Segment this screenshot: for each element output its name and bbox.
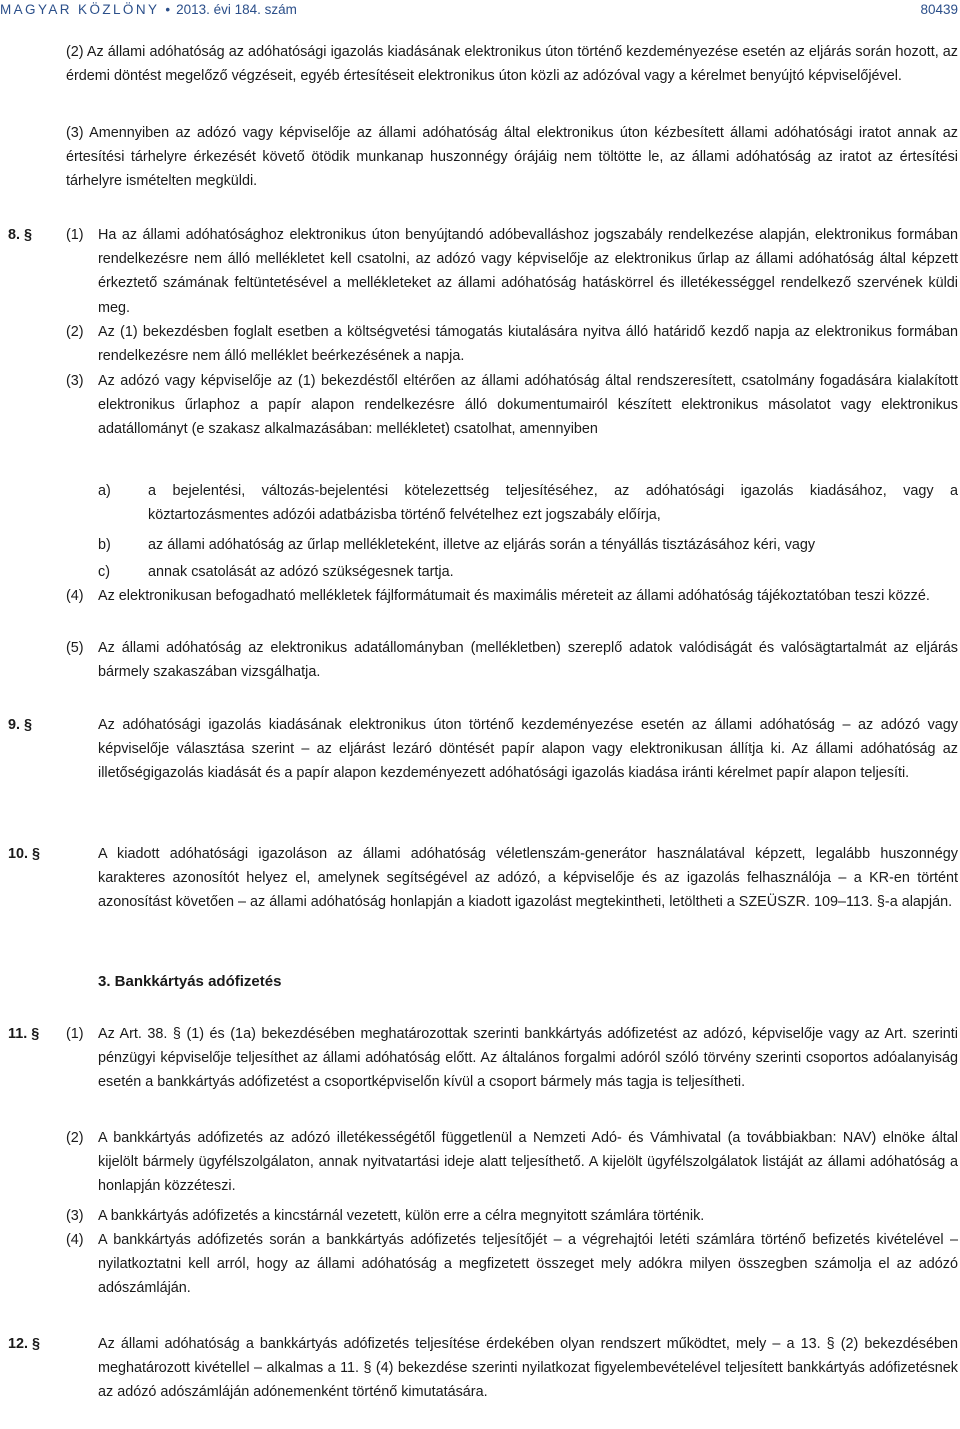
s11-4-label: (4) — [66, 1232, 84, 1248]
s8-3c-label: c) — [98, 564, 110, 580]
s8-2-text: Az (1) bekezdésben foglalt esetben a költségvetési támogatás kiutalására nyitva álló határidő kezdő napja az elektronikus formában rendelkezésre nem álló melléklet beérkezésének a napja. — [98, 324, 958, 365]
s8-4-text: Az elektronikusan befogadható mellékletek fájlformátumait és maximális méreteit az állami adóhatóság tájékoztatóban teszi közzé. — [98, 588, 930, 604]
s11-2-text: A bankkártyás adófizetés az adózó illetékességétől függetlenül a Nemzeti Adó- és Vámhivatal (a továbbiakban: NAV) elnöke által kijelölt bármely ügyfélszolgálaton, annak nyitvatartási ideje alatt teljesíthető. A kijelölt ügyfélszolgálatok listáját az állami adóhatóság a honlapján közzéteszi. — [98, 1130, 958, 1195]
s8-3a-text: a bejelentési, változás-bejelentési kötelezettség teljesítéséhez, az adóhatósági igazolás kiadásához, vagy a köztartozásmentes adózói adatbázisba történő felvételhez ezt jogszabály előírja, — [148, 483, 958, 524]
s8-3c-text: annak csatolását az adózó szükségesnek tartja. — [148, 564, 454, 580]
s8-3-label: (3) — [66, 373, 84, 389]
section-8-number: 8. § — [8, 227, 33, 243]
issue-label: 2013. évi 184. szám — [176, 2, 297, 17]
s8-3b-label: b) — [98, 537, 111, 553]
s8-5-label: (5) — [66, 640, 84, 656]
page-header — [0, 0, 960, 20]
section-10-number: 10. § — [8, 846, 41, 862]
page-number: 80439 — [920, 2, 958, 17]
s11-2-label: (2) — [66, 1130, 84, 1146]
s11-3-label: (3) — [66, 1208, 84, 1224]
s9-text: Az adóhatósági igazolás kiadásának elektronikus úton történő kezdeményezése esetén az állami adóhatóság – az adózó vagy képviselője választása szerint – az eljárást lezáró döntését papír alapon vagy elektronikusan állítja ki. Az állami adóhatóság az illetőségigazolás kiadását és a papír alapon kezdeményezett adóhatósági igazolás kiadása iránti kérelmet papír alapon teljesíti. — [98, 717, 958, 782]
paragraph-3: (3) Amennyiben az adózó vagy képviselője az állami adóhatóság által elektronikus úton kézbesített állami adóhatósági iratot annak az értesítési tárhelyre érkezését követő ötödik munkanap huszonnégy órájáig nem töltötte le, az állami adóhatóság az iratot az értesítési tárhelyre ismételten megküldi. — [66, 125, 958, 190]
chapter-heading-3: 3. Bankkártyás adófizetés — [98, 973, 282, 990]
journal-title — [0, 0, 297, 20]
s8-3-text: Az adózó vagy képviselője az (1) bekezdéstől eltérően az állami adóhatóság által rendszeresített, csatolmány fogadására kialakított elektronikus űrlaphoz a papír alapon rendelkezésre álló dokumentumairól készített elektronikus másolatot vagy elektronikus adatállományt (e szakasz alkalmazásában: mellékletet) csatolhat, amennyiben — [98, 373, 958, 438]
s8-1-text: Ha az állami adóhatósághoz elektronikus úton benyújtandó adóbevalláshoz jogszabály rendelkezése alapján, elektronikus formában rendelkezésre nem álló mellékletet kell csatolni, az adózó vagy képviselője az elektronikus űrlap az állami adóhatóság által képzett érkeztető számának feltüntetésével a mellékleteket az állami adóhatóság hatáskörrel és illetékességgel rendelkező szervének küldi meg. — [98, 227, 958, 316]
s8-3a-label: a) — [98, 483, 111, 499]
s8-1-label: (1) — [66, 227, 84, 243]
s12-text: Az állami adóhatóság a bankkártyás adófizetés teljesítése érdekében olyan rendszert működtet, mely – a 13. § (2) bekezdésében meghatározott kivétellel – alkalmas a 11. § (4) bekezdése szerinti nyilatkozat figyelembevételével teljesített bankkártyás adófizetésnek az adózó adószámláján adónemenként történő kimutatására. — [98, 1336, 958, 1401]
s11-3-text: A bankkártyás adófizetés a kincstárnál vezetett, külön erre a célra megnyitott számlára történik. — [98, 1208, 705, 1224]
s8-2-label: (2) — [66, 324, 84, 340]
journal-name: MAGYAR KÖZLÖNY — [0, 2, 160, 17]
paragraph-2: (2) Az állami adóhatóság az adóhatósági igazolás kiadásának elektronikus úton történő kezdeményezése esetén az eljárás során hozott, az érdemi döntést megelőző végzéseit, egyéb értesítéseit elektronikus úton közli az adózóval vagy a kérelmet benyújtó képviselőjével. — [66, 44, 958, 85]
s8-3b-text: az állami adóhatóság az űrlap mellékleteként, illetve az eljárás során a tényállás tisztázásához kéri, vagy — [148, 537, 816, 553]
header-bullet: • — [165, 2, 171, 17]
s8-4-label: (4) — [66, 588, 84, 604]
s11-1-text: Az Art. 38. § (1) és (1a) bekezdésében meghatározottak szerinti bankkártyás adófizetést az adózó, képviselője vagy az Art. szerinti pénzügyi képviselője teljesíthet az állami adóhatóság előtt. Az általános forgalmi adóról szóló törvény szerinti csoportos adóalanyiság esetén a bankkártyás adófizetést a csoportképviselőn kívül a csoport bármely más tagja is teljesítheti. — [98, 1026, 958, 1091]
section-12-number: 12. § — [8, 1336, 41, 1352]
section-9-number: 9. § — [8, 717, 33, 733]
s10-text: A kiadott adóhatósági igazoláson az állami adóhatóság véletlenszám-generátor használatával képzett, legalább huszonnégy karakteres azonosítót helyez el, amelynek segítségével az adózó, a képviselője és az igazolás felhasználója – a KR-en történt azonosítást követően – az állami adóhatóság honlapján a kiadott igazolást megtekintheti, letöltheti a SZEÜSZR. 109–113. §-a alapján. — [98, 846, 958, 911]
s11-4-text: A bankkártyás adófizetés során a bankkártyás adófizetés teljesítőjét – a végrehajtói letéti számlára történő befizetés kivételével – nyilatkoztatni kell arról, hogy az állami adóhatóság a megfizetett összeget mely adókra milyen összegben számolja el az adózó adószámláján. — [98, 1232, 958, 1297]
s8-5-text: Az állami adóhatóság az elektronikus adatállományban (mellékletben) szereplő adatok valódiságát és valósägtartalmát az eljárás bármely szakaszában vizsgálhatja. — [98, 640, 958, 681]
s11-1-label: (1) — [66, 1026, 84, 1042]
section-11-number: 11. § — [8, 1026, 40, 1042]
